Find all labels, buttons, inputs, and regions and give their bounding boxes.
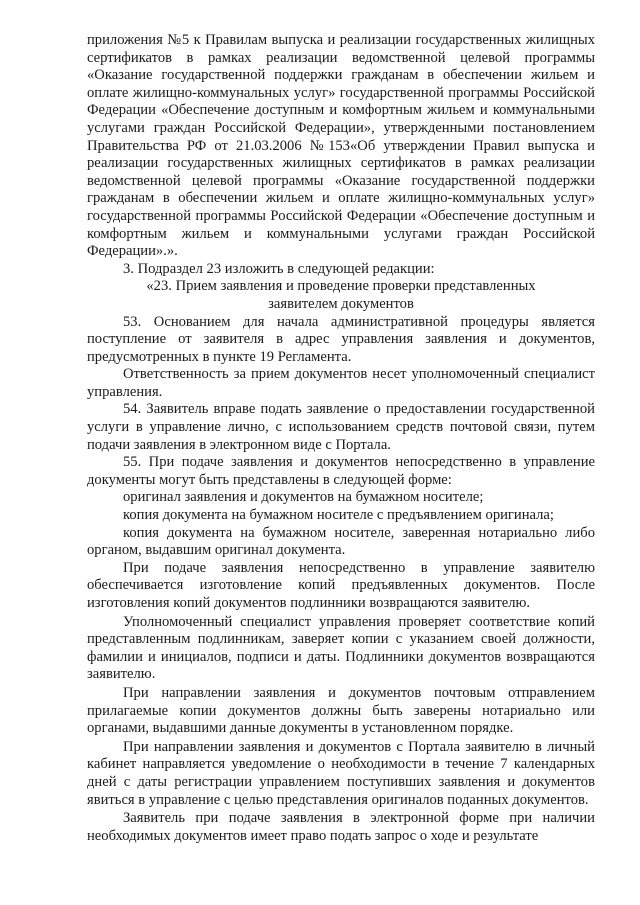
paragraph-responsibility: Ответственность за прием документов несет уполномоченный специалист управления. <box>87 366 595 400</box>
section-title-line-2: заявителем документов <box>268 295 414 312</box>
section-title-line-1: «23. Прием заявления и проведение проверки представленных <box>146 278 536 295</box>
paragraph-specialist-checks: Уполномоченный специалист управления проверяет соответствие копий представленным подлинникам, заверяет копии с указанием своей должности, фамилии и инициалов, подписи и даты. Подлинники документов возвращаются заявителю. <box>87 613 595 683</box>
paragraph-portal: При направлении заявления и документов с Портала заявителю в личный кабинет направляется уведомление о необходимости в течение 7 календарных дней с даты регистрации управлением поступивших заявления и документов явиться в управление с целью представления оригиналов поданных документов. <box>87 738 595 808</box>
item-3: 3. Подраздел 23 изложить в следующей редакции: <box>123 260 435 277</box>
document-page <box>87 32 595 845</box>
list-item-copy-with-original: копия документа на бумажном носителе с предъявлением оригинала; <box>123 507 554 524</box>
paragraph-54: 54. Заявитель вправе подать заявление о предоставлении государственной услуги в управление лично, с использованием средств почтовой связи, путем подачи заявления в электронном виде с Портала. <box>87 401 595 453</box>
list-item-notarized-copy: копия документа на бумажном носителе, заверенная нотариально либо органом, выдавшим оригинал документа. <box>87 524 595 559</box>
paragraph-55: 55. При подаче заявления и документов непосредственно в управление документы могут быть представлены в следующей форме: <box>87 454 595 488</box>
paragraph-53: 53. Основанием для начала административной процедуры является поступление от заявителя в адрес управления заявления и документов, предусмотренных в пункте 19 Регламента. <box>87 313 595 365</box>
list-item-original: оригинал заявления и документов на бумажном носителе; <box>123 489 484 506</box>
paragraph-electronic-request: Заявитель при подаче заявления в электронной форме при наличии необходимых документов имеет право подать запрос о ходе и результате <box>87 810 595 844</box>
paragraph-postal: При направлении заявления и документов почтовым отправлением прилагаемые копии документов должны быть заверены нотариально или органами, выдавшими данные документы в установленном порядке. <box>87 684 595 737</box>
intro-paragraph: приложения №5 к Правилам выпуска и реализации государственных жилищных сертификатов в рамках реализации ведомственной целевой программы «Оказание государственной поддержки гражданам в обеспечении жильем и оплате жилищно-коммунальных услуг» государственной программы Российской Федерации «Обеспечение доступным и комфортным жильем и коммунальными услугами граждан Российской Федерации», утвержденными постановлением Правительства РФ от 21.03.2006 №153«Об утверждении Правил выпуска и реализации государственных жилищных сертификатов в рамках реализации ведомственной целевой программы «Оказание государственной поддержки гражданам в обеспечении жильем и оплате жилищно-коммунальных услуг» государственной программы Российской Федерации «Обеспечение доступным и комфортным жильем и коммунальными услугами граждан Российской Федерации».». <box>87 32 595 260</box>
paragraph-copies-made: При подаче заявления непосредственно в управление заявителю обеспечивается изготовление копий предъявленных документов. После изготовления копий документов подлинники возвращаются заявителю. <box>87 559 595 611</box>
